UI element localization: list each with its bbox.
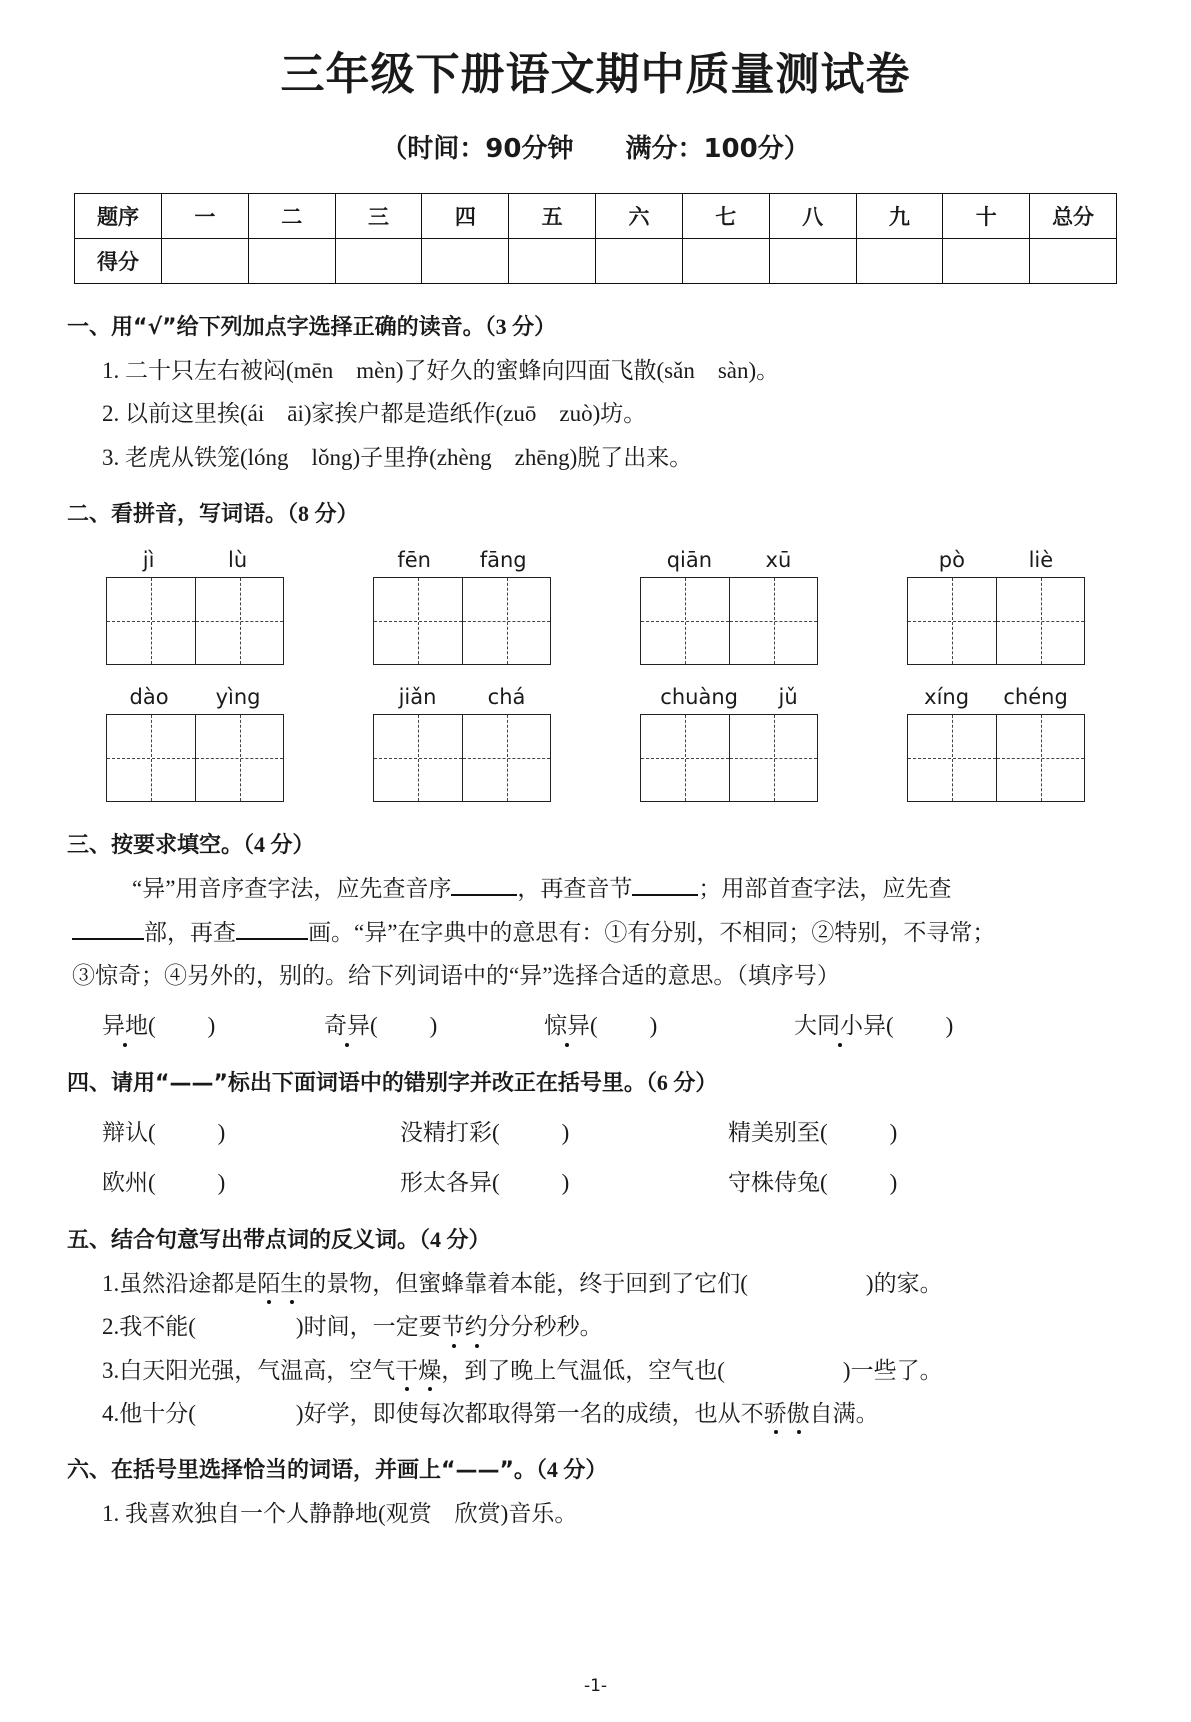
section-1-item-1 (102, 358, 1119, 384)
section-3-word-item: 奇异( ) (324, 1007, 544, 1040)
tianzige-box[interactable] (640, 577, 818, 665)
section-5-item-1-mid: 的景物，但蜜蜂靠着本能，终于回到了它们( (303, 1270, 748, 1296)
pinyin-syllable-2: xū (765, 548, 792, 573)
pinyin-grid-row-2 (106, 683, 1085, 802)
score-col-10: 十 (943, 194, 1030, 239)
section-1-item-2-text: 2. 以前这里挨(ái āi)家挨户都是造纸作(zuō zuò)坊。 (102, 401, 647, 427)
pinyin-grid-block (106, 683, 284, 802)
score-cell-1[interactable] (162, 239, 249, 284)
section-5-item-2 (102, 1314, 1119, 1340)
pinyin-label (373, 683, 551, 709)
score-table-header-row (75, 194, 1117, 239)
section-1-title: 一、用“√”给下列加点字选择正确的读音。 (67, 315, 485, 340)
score-col-2: 二 (248, 194, 335, 239)
section-5-item-1-pre: 虽然沿途都是 (119, 1270, 258, 1296)
section-4-word-1-3: 精美别至 (728, 1119, 820, 1145)
section-heading-3 (67, 828, 1119, 859)
tianzige-cell[interactable] (729, 578, 817, 664)
section-6-points: （4 分） (535, 1457, 608, 1483)
tianzige-cell[interactable] (641, 715, 729, 801)
pinyin-label (106, 683, 284, 709)
tianzige-box[interactable] (373, 714, 551, 802)
pinyin-label (907, 683, 1085, 709)
exam-page (0, 38, 1191, 1722)
pinyin-grid-block (907, 546, 1085, 665)
pinyin-grid-block (373, 683, 551, 802)
section-4-word-2-2: 形太各异 (400, 1169, 492, 1195)
section-5-item-4-num: 4. (102, 1400, 120, 1426)
tianzige-box[interactable] (907, 577, 1085, 665)
tianzige-box[interactable] (640, 714, 818, 802)
answer-blank-bushou[interactable] (72, 938, 144, 940)
score-cell-3[interactable] (335, 239, 422, 284)
section-6-title: 六、在括号里选择恰当的词语，并画上“——”。 (67, 1458, 536, 1484)
score-col-3: 三 (335, 194, 422, 239)
section-4-points: （6 分） (645, 1069, 718, 1095)
exam-body (67, 310, 1119, 1528)
section-4-word-2-3: 守株侍兔 (728, 1169, 820, 1195)
time-label: （时间：90分钟 (381, 134, 574, 164)
score-cell-2[interactable] (248, 239, 335, 284)
section-heading-5 (67, 1223, 1119, 1254)
section-5-item-2-pre: 我不能( (119, 1314, 196, 1340)
section-2-points: （8 分） (287, 501, 359, 527)
section-5-item-3-mid: ，到了晚上气温低，空气也( (441, 1357, 725, 1383)
section-5-item-2-num: 2. (102, 1314, 120, 1340)
section-5-item-3-dotword: 干燥 (395, 1357, 442, 1383)
section-5-item-1 (102, 1271, 1119, 1297)
page-title: 三年级下册语文期中质量测试卷 (280, 49, 911, 100)
pinyin-syllable-2: jǔ (778, 685, 798, 710)
section-4-word-2-1: 欧州 (102, 1169, 148, 1195)
section-heading-4 (67, 1066, 1119, 1097)
score-cell-total[interactable] (1030, 239, 1117, 284)
pinyin-syllable-1: xíng (924, 685, 970, 710)
pinyin-label (907, 546, 1085, 572)
score-cell-9[interactable] (856, 239, 943, 284)
section-heading-2 (67, 497, 1119, 528)
score-cell-7[interactable] (682, 239, 769, 284)
score-col-8: 八 (769, 194, 856, 239)
section-4-word-item: 辩认( ) (102, 1119, 226, 1145)
score-cell-6[interactable] (596, 239, 683, 284)
score-cell-8[interactable] (769, 239, 856, 284)
tianzige-box[interactable] (106, 577, 284, 665)
score-col-7: 七 (682, 194, 769, 239)
tianzige-cell[interactable] (996, 578, 1084, 664)
section-5-item-3-post: )一些了。 (842, 1357, 943, 1383)
section-3-line-2 (72, 920, 1119, 946)
score-col-1: 一 (162, 194, 249, 239)
section-4-word-item: 精美别至( ) (728, 1119, 898, 1145)
answer-blank-yinxu[interactable] (451, 894, 517, 896)
section-3-word-row (102, 1007, 1119, 1040)
section-1-item-3-text: 3. 老虎从铁笼(lóng lǒng)子里挣(zhèng zhēng)脱了出来。 (102, 444, 693, 470)
section-4-row-1 (102, 1114, 1119, 1147)
exam-meta (0, 128, 1191, 165)
pinyin-syllable-1: qiān (666, 548, 713, 573)
tianzige-cell[interactable] (462, 715, 550, 801)
section-3-word-label-4: 大同小异 (794, 1012, 886, 1038)
section-5-item-1-dotword: 陌生 (257, 1270, 304, 1296)
tianzige-cell[interactable] (729, 715, 817, 801)
total-score-label: 满分：100分） (625, 134, 810, 164)
tianzige-box[interactable] (373, 577, 551, 665)
tianzige-box[interactable] (106, 714, 284, 802)
score-table-row-label-score: 得分 (75, 239, 162, 284)
pinyin-syllable-2: chéng (1003, 685, 1068, 710)
section-5-item-4-dotword: 骄傲 (763, 1400, 810, 1426)
section-1-item-3 (102, 445, 1119, 471)
section-3-line1-c: ；用部首查字法，应先查 (698, 876, 952, 902)
section-6-item-1 (102, 1501, 1119, 1527)
section-5-item-4-mid: )好学，即使每次都取得第一名的成绩，也从不 (295, 1400, 764, 1426)
score-table-value-row (75, 239, 1117, 284)
tianzige-cell[interactable] (107, 578, 195, 664)
pinyin-grid-block (640, 546, 818, 665)
section-3-word-label-1: 异地 (102, 1012, 148, 1038)
tianzige-cell[interactable] (908, 715, 996, 801)
section-4-word-item: 没精打彩( ) (400, 1119, 570, 1145)
section-5-item-4-pre: 他十分( (119, 1400, 196, 1426)
section-5-item-4-tail: 自满。 (809, 1400, 879, 1426)
score-col-9: 九 (856, 194, 943, 239)
section-4-word-item: 守株侍兔( ) (728, 1169, 898, 1195)
pinyin-syllable-1: chuàng (660, 685, 738, 710)
tianzige-cell[interactable] (908, 578, 996, 664)
section-5-item-4 (102, 1401, 1119, 1427)
section-heading-6 (67, 1453, 1119, 1484)
section-3-word-item: 异地( ) (102, 1007, 324, 1040)
section-3-points: （4 分） (243, 832, 315, 858)
section-3-line-3 (72, 963, 1119, 989)
score-table (74, 193, 1117, 284)
section-6-item-1-text: 1. 我喜欢独自一个人静静地(观赏 欣赏)音乐。 (102, 1501, 578, 1527)
score-table-row-label-question: 题序 (75, 194, 162, 239)
tianzige-cell[interactable] (107, 715, 195, 801)
score-col-6: 六 (596, 194, 683, 239)
pinyin-label (640, 546, 818, 572)
pinyin-syllable-2: lù (228, 548, 248, 573)
section-5-item-3 (102, 1358, 1119, 1384)
score-table-wrapper (74, 193, 1117, 284)
section-3-line1-a: “异”用音序查字法，应先查音序 (132, 876, 452, 902)
section-4-word-item: 欧州( ) (102, 1169, 226, 1195)
section-4-row-2 (102, 1164, 1119, 1197)
section-3-line3-text: ③惊奇；④另外的，别的。给下列词语中的“异”选择合适的意思。（填序号） (72, 963, 840, 989)
section-3-line1-b: ，再查音节 (517, 876, 633, 902)
section-3-title: 三、按要求填空。 (67, 833, 244, 859)
pinyin-syllable-1: fēn (397, 548, 431, 573)
section-4-word-1-1: 辩认 (102, 1119, 148, 1145)
section-5-item-2-tail: 分分秒秒。 (487, 1314, 603, 1340)
tianzige-cell[interactable] (374, 578, 462, 664)
section-3-word-item: 大同小异( ) (794, 1007, 953, 1040)
pinyin-grid-block (373, 546, 551, 665)
pinyin-grid-block (907, 683, 1085, 802)
pinyin-syllable-2: yìng (215, 685, 261, 710)
score-cell-5[interactable] (509, 239, 596, 284)
tianzige-cell[interactable] (641, 578, 729, 664)
section-5-points: （4 分） (419, 1226, 491, 1252)
score-cell-10[interactable] (943, 239, 1030, 284)
answer-blank-yinjie[interactable] (632, 894, 698, 896)
section-4-title: 四、请用“——”标出下面词语中的错别字并改正在括号里。 (67, 1070, 646, 1096)
answer-blank-bihua[interactable] (236, 938, 308, 940)
section-heading-1 (67, 310, 1119, 341)
section-5-item-1-num: 1. (102, 1270, 120, 1296)
pinyin-syllable-1: pò (938, 548, 965, 573)
score-cell-4[interactable] (422, 239, 509, 284)
score-col-total: 总分 (1030, 194, 1117, 239)
tianzige-box[interactable] (907, 714, 1085, 802)
section-3-word-item: 惊异( ) (544, 1007, 794, 1040)
section-5-item-3-pre: 白天阳光强，气温高，空气 (119, 1357, 396, 1383)
pinyin-label (106, 546, 284, 572)
tianzige-cell[interactable] (996, 715, 1084, 801)
section-1-points: （3 分） (484, 314, 557, 339)
section-5-title: 五、结合句意写出带点词的反义词。 (67, 1227, 420, 1253)
section-2-title: 二、看拼音，写词语。 (67, 502, 288, 528)
pinyin-syllable-2: fāng (479, 548, 527, 573)
pinyin-grid-block (640, 683, 818, 802)
section-3-line2-a: 部，再查 (144, 919, 236, 945)
pinyin-grid-block (106, 546, 284, 665)
pinyin-label (373, 546, 551, 572)
tianzige-cell[interactable] (195, 715, 283, 801)
score-col-4: 四 (422, 194, 509, 239)
section-1-item-2 (102, 401, 1119, 427)
pinyin-syllable-1: jì (142, 548, 155, 573)
section-3-word-label-2: 奇异 (324, 1012, 370, 1038)
section-5-item-2-dotword: 节约 (441, 1314, 488, 1340)
section-5-item-1-post: )的家。 (865, 1270, 943, 1296)
tianzige-cell[interactable] (195, 578, 283, 664)
section-1-item-1-text: 1. 二十只左右被闷(mēn mèn)了好久的蜜蜂向四面飞散(sǎn sàn)。 (102, 358, 780, 383)
section-4-word-item: 形太各异( ) (400, 1169, 570, 1195)
page-number: -1- (583, 1676, 608, 1696)
section-4-word-1-2: 没精打彩 (400, 1119, 492, 1145)
section-3-line2-b: 画。“异”在字典中的意思有：①有分别，不相同；②特别，不寻常； (308, 919, 996, 945)
pinyin-label (640, 683, 818, 709)
pinyin-syllable-1: jiǎn (398, 685, 437, 710)
tianzige-cell[interactable] (462, 578, 550, 664)
pinyin-syllable-2: chá (487, 685, 526, 710)
section-5-item-2-mid: )时间，一定要 (295, 1314, 442, 1340)
section-5-item-3-num: 3. (102, 1357, 120, 1383)
section-3-word-label-3: 惊异 (544, 1012, 590, 1038)
pinyin-syllable-2: liè (1028, 548, 1054, 573)
pinyin-syllable-1: dào (129, 685, 169, 710)
tianzige-cell[interactable] (374, 715, 462, 801)
score-col-5: 五 (509, 194, 596, 239)
pinyin-grid-row-1 (106, 546, 1085, 665)
section-3-line-1 (132, 876, 1119, 902)
